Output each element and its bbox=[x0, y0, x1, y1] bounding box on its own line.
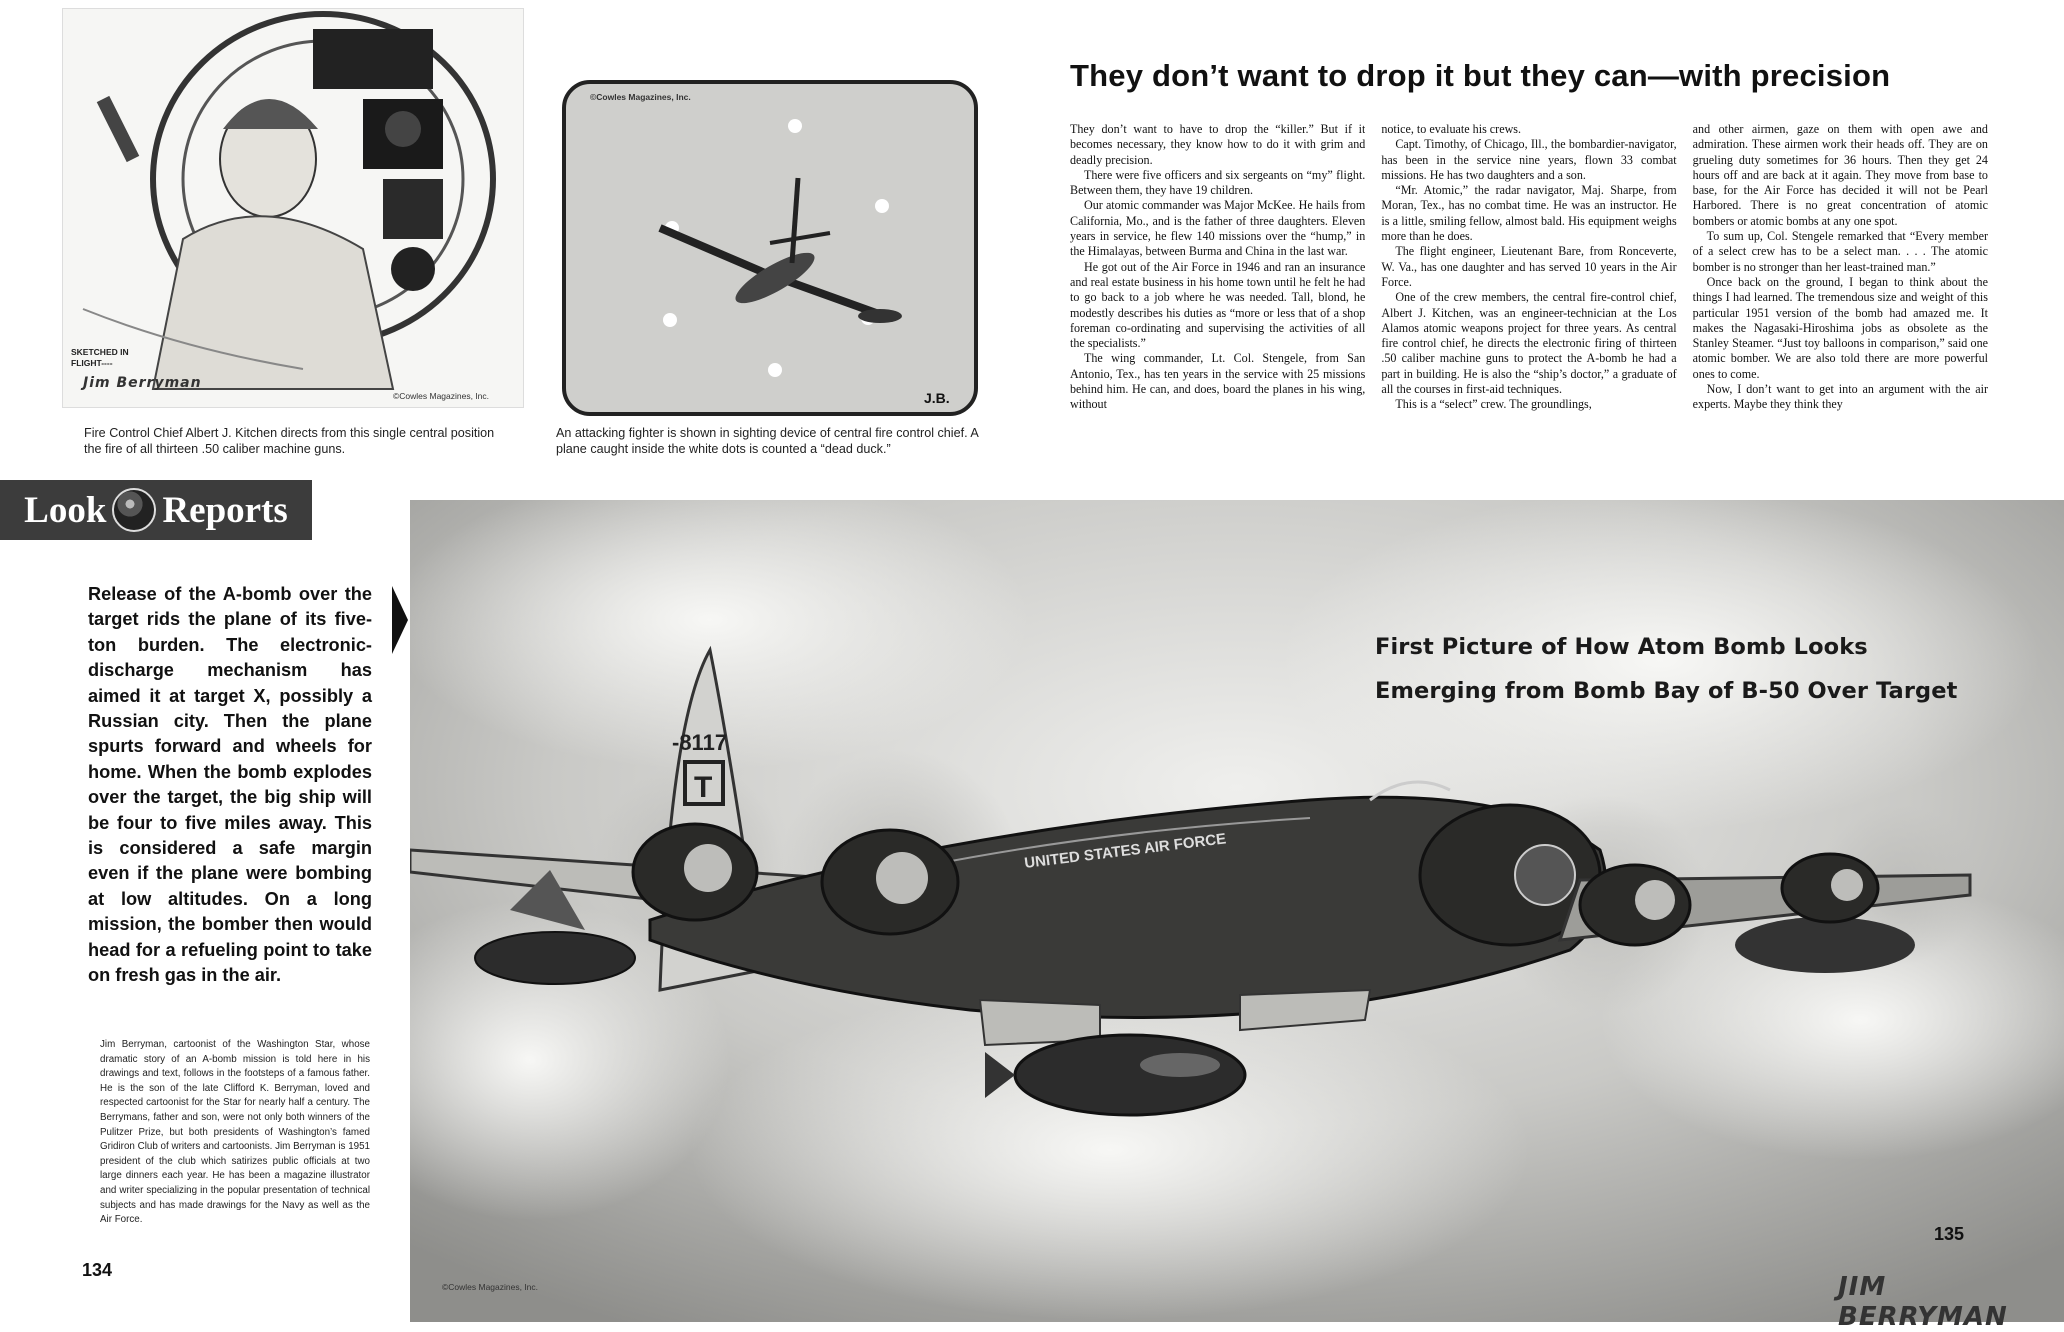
sketch-signature: Jim Berryman bbox=[83, 375, 202, 391]
article-paragraph: Capt. Timothy, of Chicago, Ill., the bombardier-navigator, has been in the service nine years, flown 33 combat missions. He has two daughters and a son. bbox=[1381, 137, 1677, 182]
fuselage-text: UNITED STATES AIR FORCE bbox=[1023, 830, 1228, 872]
sighting-screen bbox=[560, 78, 980, 418]
sight-credit: ©Cowles Magazines, Inc. bbox=[590, 92, 691, 102]
article-paragraph: Now, I don’t want to get into an argument with the air experts. Maybe they think they bbox=[1692, 382, 1988, 412]
banner-reports: Reports bbox=[162, 489, 288, 531]
article-column-1 bbox=[1070, 122, 1365, 452]
article-paragraph: The wing commander, Lt. Col. Stengele, from San Antonio, Tex., has ten years in the service with 25 missions behind him. He can, and does, board the planes in his wing, without bbox=[1070, 351, 1366, 412]
tail-letter: T bbox=[694, 771, 713, 804]
pointer-arrow-icon bbox=[392, 586, 408, 654]
article-paragraph: notice, to evaluate his crews. bbox=[1381, 122, 1522, 136]
article-headline: They don’t want to drop it but they can—with precision bbox=[1070, 58, 1891, 93]
article-paragraph: To sum up, Col. Stengele remarked that “Every member of a select crew has to be a select man. . . . The atomic bomber is no stronger than her least-trained man.” bbox=[1692, 229, 1988, 274]
page-number-left: 134 bbox=[82, 1260, 113, 1280]
article-paragraph: Our atomic commander was Major McKee. He hails from California, Mo., and is the father of three daughters. Eleven years in service, he flew 140 missions over the “hump,” in the Himalayas, between Burma and China in the last war. bbox=[1070, 198, 1366, 259]
sketch-credit: ©Cowles Magazines, Inc. bbox=[393, 391, 490, 401]
article-paragraph: There were five officers and six sergeants on “my” flight. Between them, they have 19 children. bbox=[1070, 167, 1366, 198]
globe-icon bbox=[112, 488, 156, 532]
hero-title-line-1: First Picture of How Atom Bomb Looks bbox=[1375, 634, 1868, 660]
article-paragraph: One of the crew members, the central fire-control chief, Albert J. Kitchen, was an engineer-technician at the Los Alamos atomic weapons project for three years. As central fire control chief, he directs the electronic firing of thirteen .50 caliber machine guns to protect the A-bomb he had a part in building. He is also the “ship’s doctor,” a graduate of all the courses in first-aid techniques. bbox=[1381, 290, 1677, 397]
article-paragraph: He got out of the Air Force in 1946 and ran an insurance and real estate business in his home town until he felt he had to go back to a job where he was needed. Tall, blond, he modestly describes his duties as “more or less that of a shop foreman co-ordinating and supervising the activities of all the specialists.” bbox=[1070, 259, 1366, 351]
article-column-2 bbox=[1381, 122, 1676, 452]
hero-title bbox=[1375, 625, 1957, 713]
sight-initials: J.B. bbox=[924, 390, 950, 406]
tail-code: -8117 bbox=[672, 730, 728, 755]
article-paragraph: and other airmen, gaze on them with open awe and admiration. These airmen work their heads off. They are on grueling duty sometimes for 36 hours. Then they get 24 hours off and are back at it again. They move from base to base, for the Air Force has decided it will not be Pearl Harbored. There is no great concentration of atomic bombers or atomic bombs at any one spot. bbox=[1692, 122, 1988, 228]
banner-look: Look bbox=[24, 489, 107, 531]
gunner-sketch-illustration bbox=[62, 8, 524, 408]
article-paragraph: “Mr. Atomic,” the radar navigator, Maj. Sharpe, from Moran, Tex., has no combat time. He was an instructor. He is a little, smiling fellow, almost bald. His equipment weighs more than he does. bbox=[1381, 183, 1677, 244]
article-body bbox=[1070, 122, 1988, 452]
hero-signature: JIM BERRYMAN bbox=[1838, 1272, 2008, 1332]
article-paragraph: The flight engineer, Lieutenant Bare, from Ronceverte, W. Va., has one daughter and has served 10 years in the Air Force. bbox=[1381, 244, 1677, 289]
caption-fire-control: Fire Control Chief Albert J. Kitchen directs from this single central position the fire of all thirteen .50 caliber machine guns. bbox=[84, 426, 495, 456]
article-paragraph: They don’t want to have to drop the “killer.” But if it becomes necessary, they know how to do it with grim and deadly precision. bbox=[1070, 122, 1366, 167]
article-column-3 bbox=[1693, 122, 1988, 452]
gunner-sketch bbox=[63, 9, 523, 407]
sighting-device-illustration bbox=[560, 78, 980, 418]
b50-bomber-illustration bbox=[410, 500, 2064, 1332]
article-paragraph: Once back on the ground, I began to think about the things I had learned. The tremendous size and weight of this particular 1951 version of the bomb had amazed me. It makes the Nagasaki-Hiroshima jobs as obsolete as the Stanley Steamer. “Just toy balloons in comparison,” said one atomic bomber. We are also told there are more powerful ones to come. bbox=[1692, 274, 1988, 381]
hero-credit: ©Cowles Magazines, Inc. bbox=[442, 1282, 539, 1292]
author-bio: Jim Berryman, cartoonist of the Washington Star, whose dramatic story of an A-bomb mission is told here in his drawings and text, follows in the footsteps of a famous father. He is the son of the late Clifford K. Berryman, loved and respected cartoonist for the Star for nearly half a century. The Berrymans, father and son, were not only both winners of the Pulitzer Prize, but both presidents of Washington’s famed Gridiron Club of writers and cartoonists. Jim Berryman is 1951 president of the club which satirizes public officials at two large dinners each year. He has been a magazine illustrator and writer specializing in the popular presentation of technical subjects and has made drawings for the Navy as well as the Air Force. bbox=[100, 1039, 370, 1226]
caption-sighting: An attacking fighter is shown in sighting device of central fire control chief. A plane caught inside the white dots is counted a “dead duck.” bbox=[556, 426, 979, 456]
article-paragraph: This is a “select” crew. The groundlings, bbox=[1395, 397, 1592, 412]
lead-paragraph: Release of the A-bomb over the target rids the plane of its five-ton burden. The electronic-discharge mechanism has aimed it at target X, possibly a Russian city. Then the plane spurts forward and wheels for home. When the bomb explodes over the target, the big ship will be four to five miles away. This is considered a safe margin even if the plane were bombing at low altitudes. On a long mission, the bomber then would head for a refueling point to take on fresh gas in the air. bbox=[88, 584, 372, 986]
sketch-note: SKETCHED IN FLIGHT---- bbox=[71, 347, 129, 368]
bomber-drawing bbox=[410, 500, 2064, 1322]
look-reports-banner bbox=[0, 480, 312, 540]
page-number-right: 135 bbox=[1934, 1224, 1965, 1244]
hero-title-line-2: Emerging from Bomb Bay of B-50 Over Target bbox=[1375, 678, 1958, 704]
